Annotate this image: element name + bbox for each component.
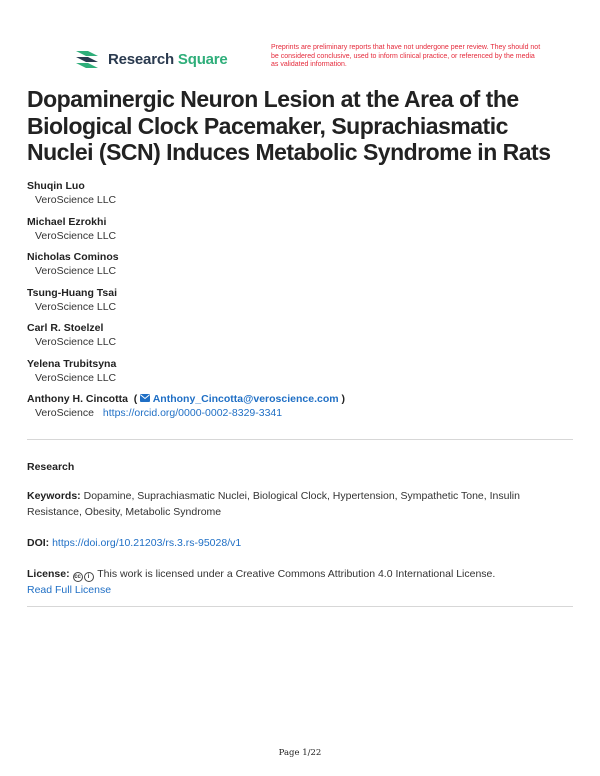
author-affiliation: VeroScience LLC xyxy=(35,371,117,384)
envelope-icon xyxy=(140,394,150,402)
doi xyxy=(27,535,577,551)
author-name: Carl R. Stoelzel xyxy=(27,322,104,334)
author xyxy=(27,358,577,394)
author-name: Tsung-Huang Tsai xyxy=(27,286,118,299)
author xyxy=(27,180,577,216)
research-square-logo[interactable] xyxy=(74,47,228,71)
page-number: Page 1/22 xyxy=(278,748,322,758)
author xyxy=(27,216,577,252)
article-type-label: Research xyxy=(27,461,75,473)
author-affiliation: VeroScience LLC xyxy=(35,194,117,206)
read-full-license-link[interactable]: Read Full License xyxy=(27,584,112,596)
keywords xyxy=(27,488,577,520)
close-paren: ) xyxy=(341,393,346,405)
logo-text: Research Square xyxy=(108,50,228,68)
author xyxy=(27,251,577,287)
author xyxy=(27,287,577,323)
article-type xyxy=(27,459,577,475)
author-name: Anthony H. Cincotta xyxy=(27,393,128,405)
divider xyxy=(27,606,573,607)
cc-icon: cc xyxy=(74,574,81,580)
corresponding-author xyxy=(27,393,577,429)
doi-link[interactable]: https://doi.org/10.21203/rs.3.rs-95028/v1 xyxy=(52,537,242,549)
author-email-link[interactable]: Anthony_Cincotta@veroscience.com xyxy=(140,393,338,405)
cc-by-icon: i xyxy=(84,572,94,582)
author-affiliation: VeroScience LLC xyxy=(35,336,117,348)
open-paren: ( xyxy=(130,393,138,405)
license-text: This work is licensed under a Creative Commons Attribution 4.0 International License. xyxy=(97,568,496,580)
research-square-logo-icon xyxy=(74,47,100,71)
paper-title: Dopaminergic Neuron Lesion at the Area of the Biological Clock Pacemaker, Suprachiasmatic Nuclei (SCN) Induces Metabolic Syndrome in Rats xyxy=(27,86,551,165)
author-affiliation: VeroScience xyxy=(35,407,94,419)
author-affiliation: VeroScience LLC xyxy=(35,229,117,242)
author-name: Shuqin Luo xyxy=(27,180,85,192)
author-list xyxy=(27,180,577,429)
author-name: Michael Ezrokhi xyxy=(27,215,107,228)
author-affiliation: VeroScience LLC xyxy=(35,265,117,277)
orcid-link[interactable]: https://orcid.org/0000-0002-8329-3341 xyxy=(102,407,283,419)
license xyxy=(27,566,577,598)
author-name: Yelena Trubitsyna xyxy=(27,357,117,370)
keywords-text: Dopamine, Suprachiasmatic Nuclei, Biological Clock, Hypertension, Sympathetic Tone, Insulin Resistance, Obesity, Metabolic Syndrome xyxy=(27,490,520,518)
preprint-disclaimer: Preprints are preliminary reports that have not undergone peer review. They should not be considered conclusive, used to inform clinical practice, or referenced by the media as validated information. xyxy=(271,44,541,68)
divider xyxy=(27,439,573,440)
doi-label: DOI: xyxy=(27,537,50,549)
author xyxy=(27,322,577,358)
author-name: Nicholas Cominos xyxy=(27,251,119,263)
keywords-label: Keywords: xyxy=(27,490,81,502)
license-label: License: xyxy=(27,568,70,580)
author-affiliation: VeroScience LLC xyxy=(35,300,117,313)
